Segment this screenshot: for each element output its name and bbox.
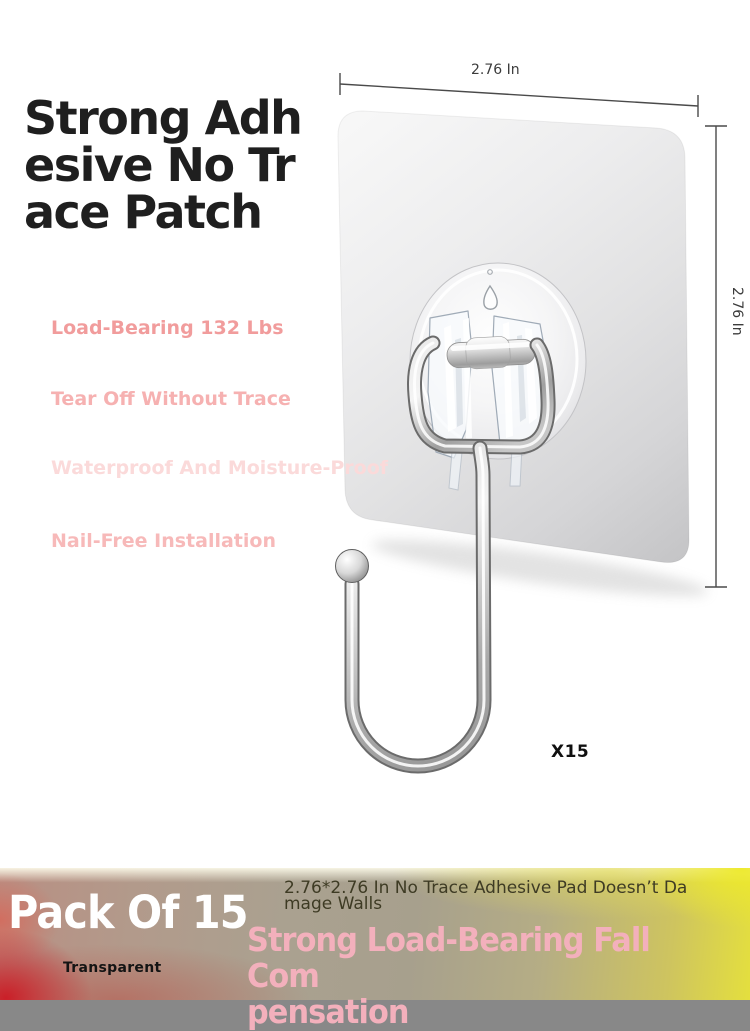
title-line-1: Strong Adh xyxy=(24,91,302,145)
banner-subtitle-line-2: mage Walls xyxy=(284,894,383,914)
feature-tear-off: Tear Off Without Trace xyxy=(51,388,291,410)
count-badge: X15 xyxy=(551,742,590,762)
banner-subtitle-line-1: 2.76*2.76 In No Trace Adhesive Pad Doesn’t Da xyxy=(284,878,688,898)
dim-width-label: 2.76 In xyxy=(471,62,520,78)
feature-waterproof: Waterproof And Moisture-Proof xyxy=(51,457,389,479)
banner-tagline-line-1: Strong Load-Bearing Fall Com xyxy=(247,920,650,995)
feature-load-bearing: Load-Bearing 132 Lbs xyxy=(51,317,284,339)
feature-nail-free: Nail-Free Installation xyxy=(51,530,276,552)
pack-of-15-label: Pack Of 15 xyxy=(8,886,248,939)
dim-height-label: 2.76 In xyxy=(729,287,745,336)
bottom-banner xyxy=(0,868,750,1031)
banner-tagline xyxy=(247,922,725,1030)
dim-width-line xyxy=(340,84,698,106)
banner-subtitle xyxy=(284,880,744,912)
title-line-2: esive No Tr xyxy=(24,138,295,192)
transparent-label: Transparent xyxy=(63,960,162,976)
banner-tagline-line-2: pensation xyxy=(247,992,409,1031)
hook-ball-tip xyxy=(336,550,369,583)
page-title xyxy=(24,91,302,239)
title-line-3: ace Patch xyxy=(24,185,262,239)
